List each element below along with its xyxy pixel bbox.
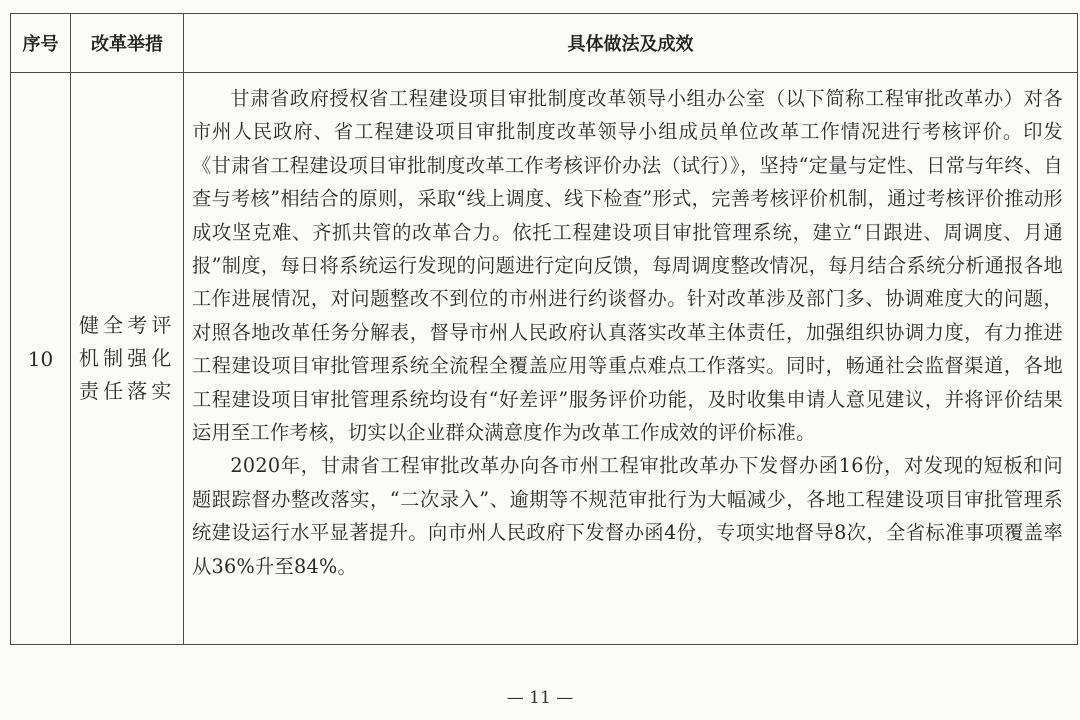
page-number: — 11 — [506,688,574,708]
header-details: 具体做法及成效 [184,14,1078,73]
details-paragraph-1: 甘肃省政府授权省工程建设项目审批制度改革领导小组办公室（以下简称工程审批改革办）对各市州人民政府、省工程建设项目审批制度改革领导小组成员单位改革工作情况进行考核评价。印发《甘肃省工程建设项目审批制度改革工作考核评价办法（试行）》，坚持“定量与定性、日常与年终、自查与考核”相结合的原则，采取“线上调度、线下检查”形式，完善考核评价机制，通过考核评价推动形成攻坚克难、齐抓共管的改革合力。依托工程建设项目审批管理系统，建立“日跟进、周调度、月通报”制度，每日将系统运行发现的问题进行定向反馈，每周调度整改情况，每月结合系统分析通报各地工作进展情况，对问题整改不到位的市州进行约谈督办。针对改革涉及部门多、协调难度大的问题，对照各地改革任务分解表，督导市州人民政府认真落实改革主体责任，加强组织协调力度，有力推进工程建设项目审批管理系统全流程全覆盖应用等重点难点工作落实。同时，畅通社会监督渠道，各地工程建设项目审批管理系统均设有“好差评”服务评价功能，及时收集申请人意见建议，并将评价结果运用至工作考核，切实以企业群众满意度作为改革工作成效的评价标准。 [192,87,1063,445]
row-measure: 健全考评机制强化责任落实 [79,313,175,403]
row-measure-cell [71,73,184,645]
header-number: 序号 [11,14,71,73]
header-measure: 改革举措 [71,14,184,73]
row-details-cell [184,73,1078,645]
reform-measures-table [10,13,1078,645]
details-paragraph-2: 2020年，甘肃省工程审批改革办向各市州工程审批改革办下发督办函16份，对发现的短板和问题跟踪督办整改落实，“二次录入”、逾期等不规范审批行为大幅减少，各地工程建设项目审批管理系统建设运行水平显著提升。向市州人民政府下发督办函4份，专项实地督导8次，全省标准事项覆盖率从36%升至84%。 [192,454,1063,578]
table-row [11,73,1078,645]
table-header-row [11,14,1078,73]
row-number: 10 [11,73,71,645]
